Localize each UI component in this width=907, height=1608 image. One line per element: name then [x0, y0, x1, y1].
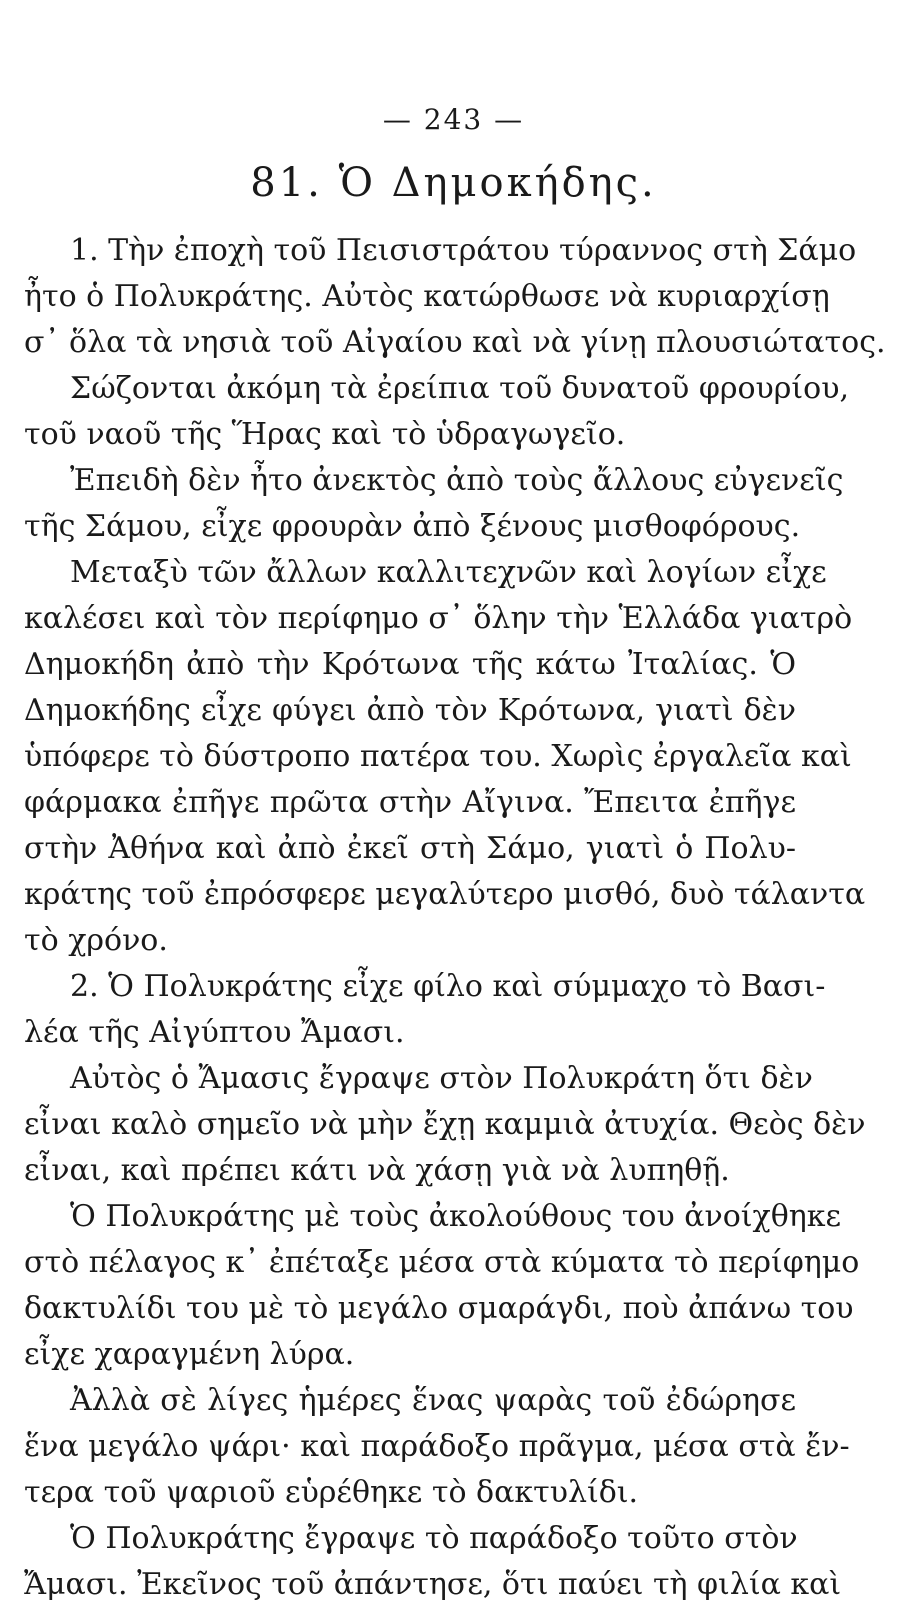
text-line: στὴν Ἀθήνα καὶ ἀπὸ ἐκεῖ στὴ Σάμο, γιατὶ ὁ Πολυ- [24, 831, 796, 866]
text-line: Μεταξὺ τῶν ἄλλων καλλιτεχνῶν καὶ λογίων εἶχε [70, 555, 827, 590]
text-line: φάρμακα ἐπῆγε πρῶτα στὴν Αἴγινα. Ἔπειτα ἐπῆγε [24, 785, 796, 820]
text-line: τοῦ ναοῦ τῆς Ἥρας καὶ τὸ ὑδραγωγεῖο. [24, 417, 626, 452]
text-line: Αὐτὸς ὁ Ἄμασις ἔγραψε στὸν Πολυκράτη ὅτι δὲν [70, 1061, 813, 1096]
text-line: Δημοκήδη ἀπὸ τὴν Κρότωνα τῆς κάτω Ἰταλίας. Ὁ [24, 647, 796, 682]
chapter-title: 81. Ὁ Δημοκήδης. [250, 160, 657, 206]
text-line: Ἐπειδὴ δὲν ἦτο ἀνεκτὸς ἀπὸ τοὺς ἄλλους εὐγενεῖς [70, 463, 844, 498]
text-line: Ὁ Πολυκράτης μὲ τοὺς ἀκολούθους του ἀνοίχθηκε [70, 1199, 842, 1234]
text-line: Ἄμασι. Ἐκεῖνος τοῦ ἀπάντησε, ὅτι παύει τὴ φιλία καὶ [24, 1567, 842, 1602]
text-line: εἶχε χαραγμένη λύρα. [24, 1337, 355, 1372]
text-line: Σώζονται ἀκόμη τὰ ἐρείπια τοῦ δυνατοῦ φρουρίου, [70, 371, 850, 406]
text-line: Ἀλλὰ σὲ λίγες ἡμέρες ἕνας ψαρὰς τοῦ ἐδώρησε [70, 1383, 796, 1418]
text-line: ὑπόφερε τὸ δύστροπο πατέρα του. Χωρὶς ἐργαλεῖα καὶ [24, 739, 852, 774]
text-line: κράτης τοῦ ἐπρόσφερε μεγαλύτερο μισθό, δυὸ τάλαντα [24, 877, 866, 912]
text-line: 2. Ὁ Πολυκράτης εἶχε φίλο καὶ σύμμαχο τὸ Βασι- [70, 969, 826, 1004]
text-line: ἦτο ὁ Πολυκράτης. Αὐτὸς κατώρθωσε νὰ κυριαρχίσῃ [24, 279, 830, 314]
text-line: Δημοκήδης εἶχε φύγει ἀπὸ τὸν Κρότωνα, γιατὶ δὲν [24, 693, 796, 728]
text-line: Ὁ Πολυκράτης ἔγραψε τὸ παράδοξο τοῦτο στὸν [70, 1521, 798, 1556]
text-line: δακτυλίδι του μὲ τὸ μεγάλο σμαράγδι, ποὺ ἀπάνω του [24, 1291, 854, 1326]
text-line: εἶναι καλὸ σημεῖο νὰ μὴν ἔχῃ καμμιὰ ἀτυχία. Θεὸς δὲν [24, 1107, 866, 1142]
text-line: τῆς Σάμου, εἶχε φρουρὰν ἀπὸ ξένους μισθοφόρους. [24, 509, 801, 544]
text-line: στὸ πέλαγος κ᾽ ἐπέταξε μέσα στὰ κύματα τὸ περίφημο [24, 1245, 860, 1280]
page-number: — 243 — [382, 103, 525, 136]
body-text [24, 228, 886, 1608]
text-line: τερα τοῦ ψαριοῦ εὑρέθηκε τὸ δακτυλίδι. [24, 1475, 639, 1510]
text-line: καλέσει καὶ τὸν περίφημο σ᾽ ὅλην τὴν Ἑλλάδα γιατρὸ [24, 601, 853, 636]
text-line: λέα τῆς Αἰγύπτου Ἄμασι. [24, 1015, 405, 1050]
text-line: εἶναι, καὶ πρέπει κάτι νὰ χάσῃ γιὰ νὰ λυπηθῇ. [24, 1153, 730, 1188]
text-line: σ᾽ ὅλα τὰ νησιὰ τοῦ Αἰγαίου καὶ νὰ γίνῃ πλουσιώτατος. [24, 325, 886, 360]
text-line: ἕνα μεγάλο ψάρι· καὶ παράδοξο πρᾶγμα, μέσα στὰ ἔν- [24, 1429, 850, 1464]
text-line: τὸ χρόνο. [24, 923, 168, 958]
text-line: 1. Τὴν ἐποχὴ τοῦ Πεισιστράτου τύραννος στὴ Σάμο [70, 233, 857, 268]
